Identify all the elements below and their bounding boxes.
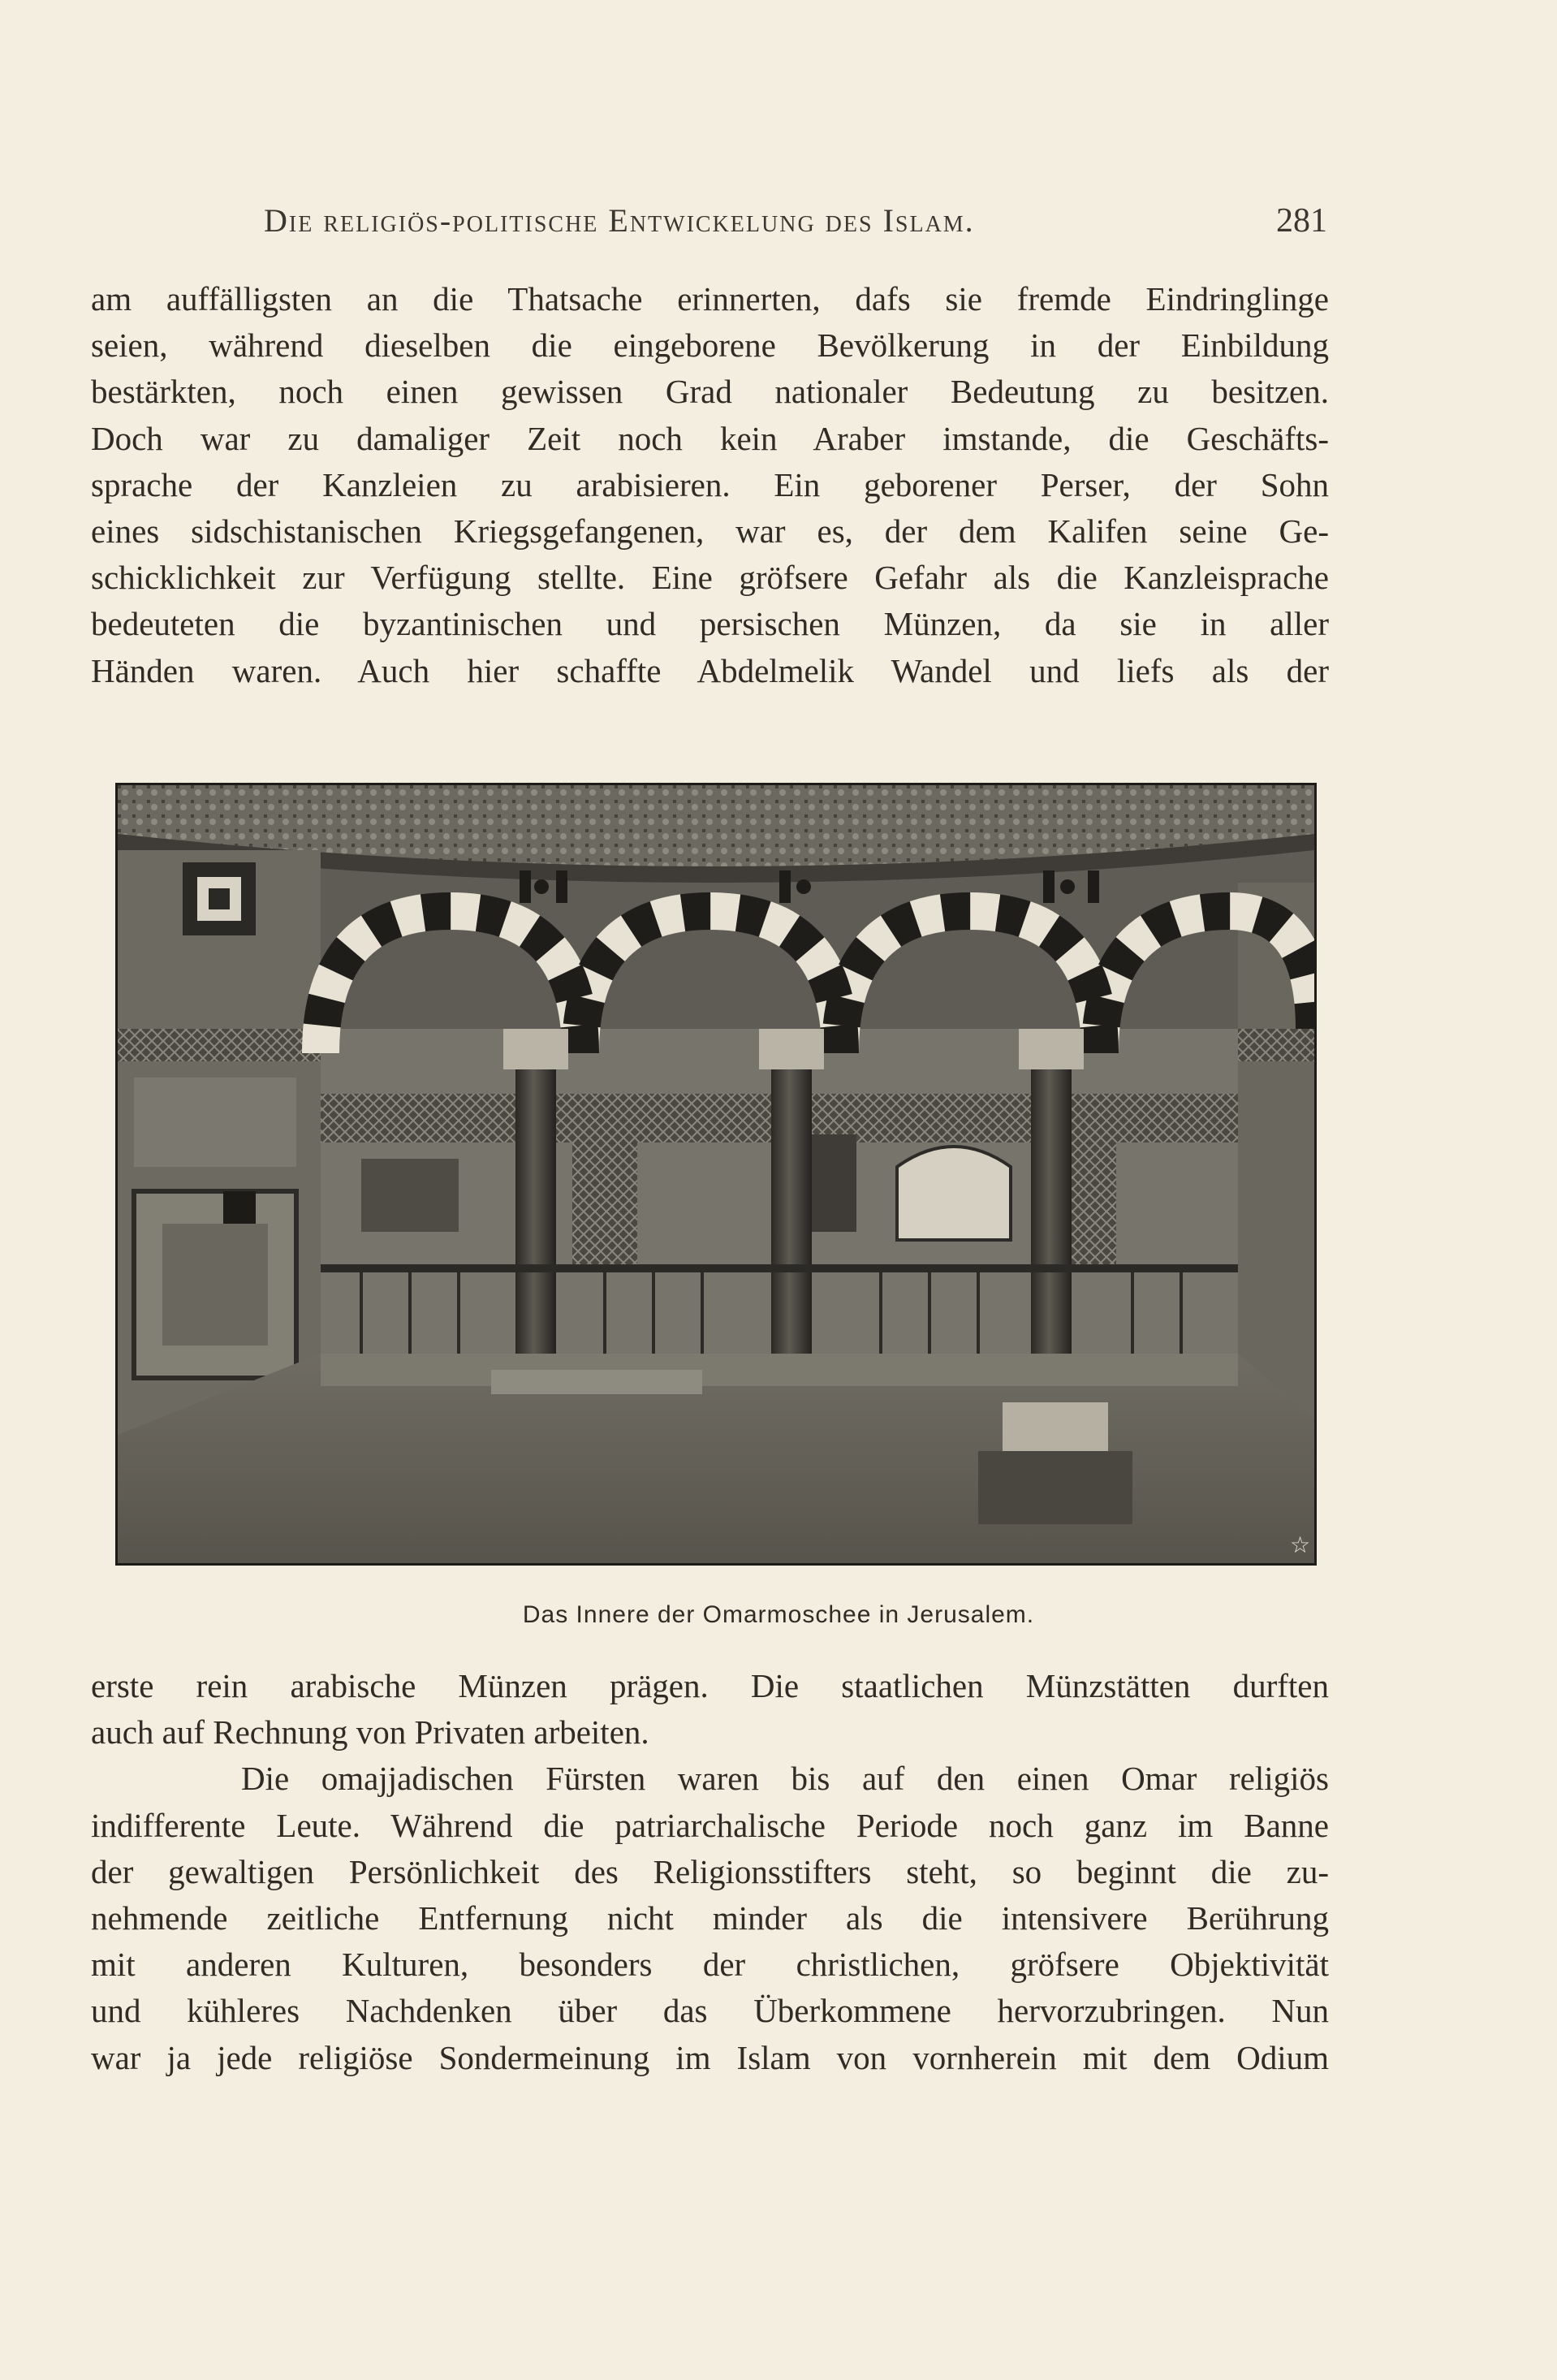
page-number: 281 <box>1276 202 1327 240</box>
running-title: Die religiös-politische Entwickelung des Islam. <box>264 202 975 239</box>
mosque-interior-photo <box>115 783 1317 1566</box>
figure-caption: Das Innere der Omarmoschee in Jerusalem. <box>522 1601 1035 1628</box>
text-line: mit anderen Kulturen, besonders der christlichen, gröfsere Objektivität <box>91 1946 1329 1984</box>
svg-text:☆: ☆ <box>1290 1532 1311 1557</box>
text-line: der gewaltigen Persönlichkeit des Religionsstifters steht, so beginnt die zu- <box>91 1852 1329 1890</box>
text-line: Doch war zu damaliger Zeit noch kein Araber imstande, die Geschäfts- <box>91 419 1329 457</box>
text-line: Händen waren. Auch hier schaffte Abdelmelik Wandel und liefs als der <box>91 651 1329 689</box>
text-line: erste rein arabische Münzen prägen. Die staatlichen Münzstätten durften <box>91 1667 1329 1704</box>
text-line: bedeuteten die byzantinischen und persischen Münzen, da sie in aller <box>91 605 1329 643</box>
text-line: auch auf Rechnung von Privaten arbeiten. <box>91 1713 649 1752</box>
paragraph-top <box>91 276 1329 694</box>
photo-illustration <box>118 785 1314 1563</box>
text-line: war ja jede religiöse Sondermeinung im Islam von vornherein mit dem Odium <box>91 2038 1329 2076</box>
text-line: seien, während dieselben die eingeborene Bevölkerung in der Einbildung <box>91 326 1329 365</box>
text-line: nehmende zeitliche Entfernung nicht minder als die intensivere Berührung <box>91 1898 1329 1937</box>
running-header <box>264 201 1327 250</box>
text-line: Die omajjadischen Fürsten waren bis auf den einen Omar religiös <box>241 1760 1329 1798</box>
text-line: bestärkten, noch einen gewissen Grad nationaler Bedeutung zu besitzen. <box>91 373 1329 411</box>
text-line: und kühleres Nachdenken über das Überkommene hervorzubringen. Nun <box>91 1992 1329 2030</box>
text-line: eines sidschistanischen Kriegsgefangenen, war es, der dem Kalifen seine Ge- <box>91 512 1329 550</box>
paragraph-bottom <box>91 1663 1329 2081</box>
text-line: sprache der Kanzleien zu arabisieren. Ein geborener Perser, der Sohn <box>91 465 1329 503</box>
text-line: am auffälligsten an die Thatsache erinnerten, dafs sie fremde Eindringlinge <box>91 280 1329 317</box>
text-line: schicklichkeit zur Verfügung stellte. Eine gröfsere Gefahr als die Kanzleisprache <box>91 559 1329 597</box>
text-line: indifferente Leute. Während die patriarchalische Periode noch ganz im Banne <box>91 1806 1329 1844</box>
